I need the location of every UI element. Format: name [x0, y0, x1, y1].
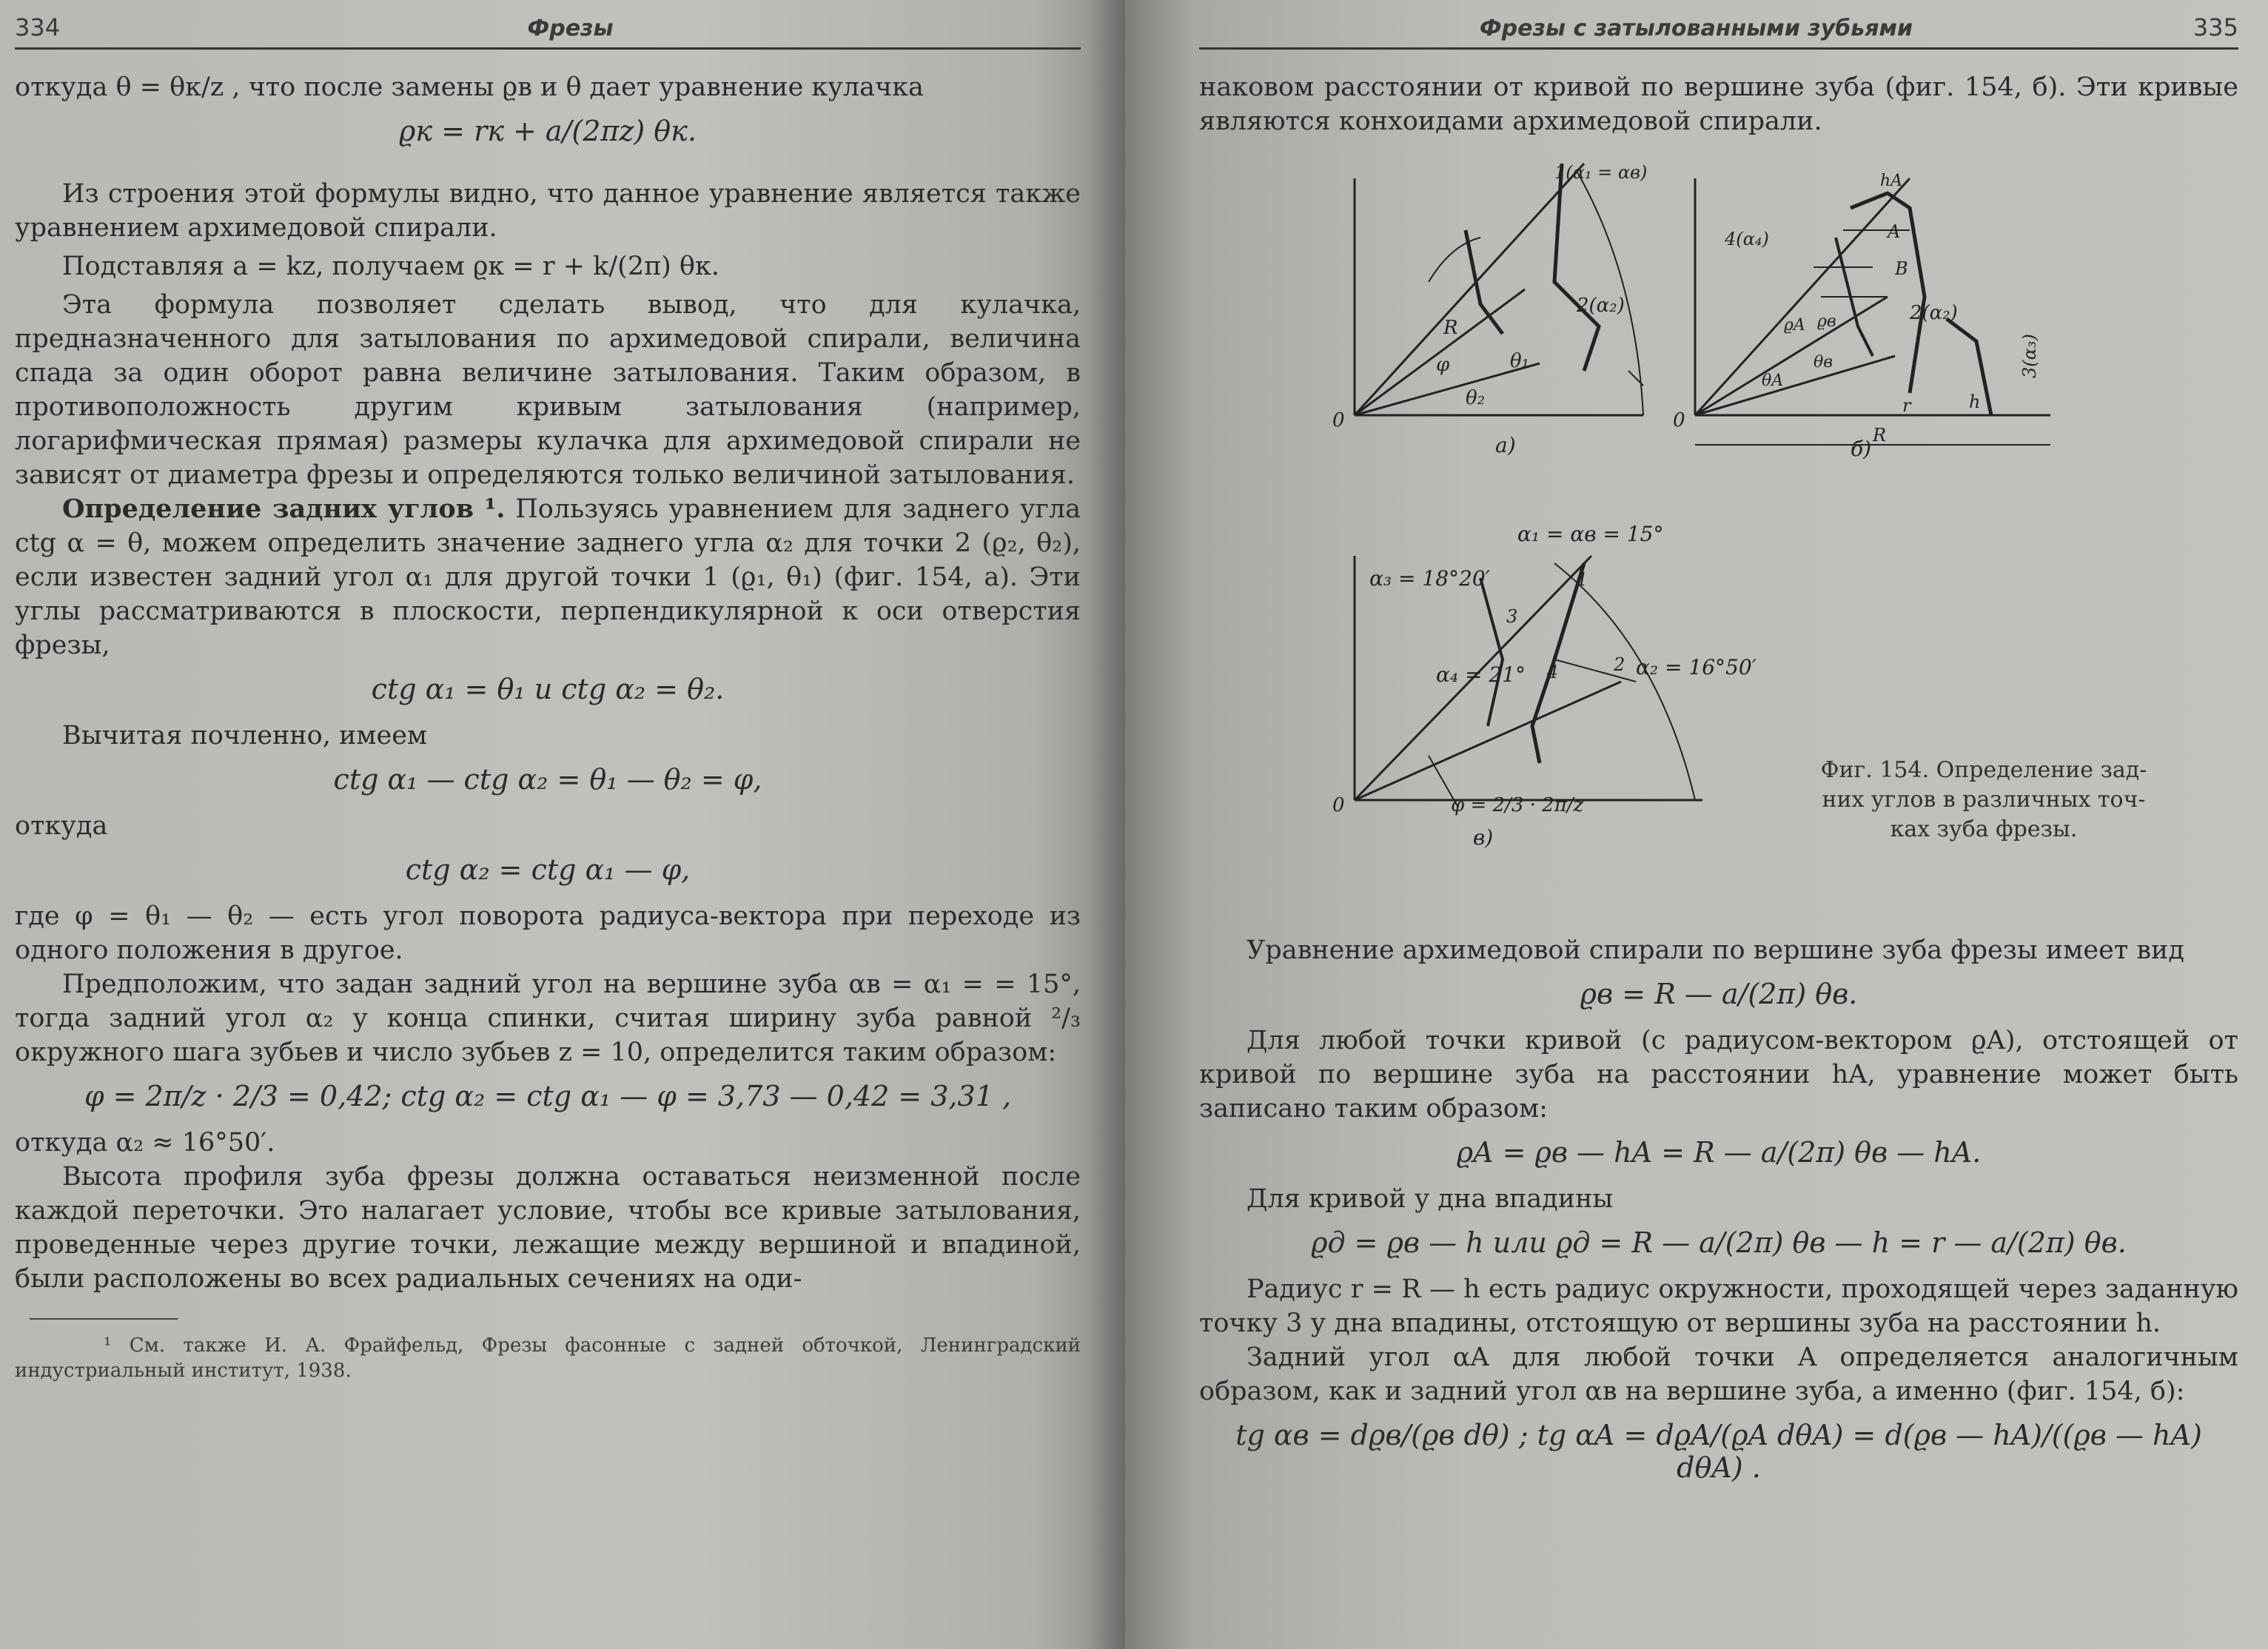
fig-c-origin: 0 [1332, 794, 1345, 816]
footnote-rule [30, 1318, 178, 1320]
fig-a-point1: 1(α₁ = αв) [1554, 162, 1648, 183]
figure-154c [1310, 511, 1784, 855]
left-para-9: Предположим, что задан задний угол на вершине зуба αв = α₁ = = 15°, тогда задний угол α₂ у конца спинки, считая ширину зуба равной ²/₃ окружного шага зубьев и число зубьев z = 10, определится таким образом: [15, 970, 1081, 1067]
right-formula-3: ϱд = ϱв — h или ϱд = R — a/(2π) θв — h = r — a/(2π) θв. [1311, 1226, 2127, 1259]
fig-c-sublabel: в) [1473, 825, 1494, 850]
fig-b-ha: hA [1880, 172, 1903, 190]
caption-line-3: ках зуба фрезы. [1890, 816, 2078, 842]
fig-b-sublabel: б) [1851, 437, 1872, 460]
fig-c-a3: α₃ = 18°20′ [1369, 566, 1491, 591]
fig-c-a2: α₂ = 16°50′ [1636, 655, 1757, 679]
right-running-head [1199, 13, 2238, 50]
fig-c-top: α₁ = αв = 15° [1517, 522, 1664, 546]
right-para-3: Для любой точки кривой (с радиусом-вектором ϱA), отстоящей от кривой по вершине зуба на расстоянии hA, уравнение может быть записано таким образом: [1199, 1026, 2238, 1124]
fig-b-origin: 0 [1673, 409, 1685, 431]
right-para-6: Задний угол αA для любой точки A определяется аналогичным образом, как и задний угол αв на вершине зуба, а именно (фиг. 154, б): [1199, 1343, 2238, 1406]
fig-c-n3: 3 [1506, 606, 1518, 627]
left-para-11: Высота профиля зуба фрезы должна оставаться неизменной после каждой переточки. Это налагает условие, чтобы все кривые затылования, проведенные через другие точки, лежащие между вершиной и впадиной, были расположены во всех радиальных сечениях на оди- [15, 1162, 1081, 1294]
left-formula-1: ϱк = rк + a/(2πz) θк. [399, 115, 697, 147]
right-formula-2: ϱA = ϱв — hA = R — a/(2π) θв — hA. [1456, 1136, 1982, 1169]
left-page-number: 334 [15, 13, 61, 41]
fig-a-phi: φ [1436, 354, 1450, 376]
fig-b-point3: 3(α₃) [2019, 334, 2040, 378]
right-formula-1: ϱв = R — a/(2π) θв. [1580, 978, 1858, 1010]
figure-caption [1799, 756, 2169, 844]
right-page-number: 335 [2192, 13, 2238, 41]
fig-b-rho-a: ϱA [1784, 316, 1805, 335]
fig-a-point2: 2(α₂) [1577, 295, 1625, 317]
left-para-5 [15, 492, 1081, 662]
right-para-2: Уравнение архимедовой спирали по вершине зуба фрезы имеет вид [1247, 936, 2184, 965]
fig-b-a: A [1888, 221, 1901, 242]
fig-a-r: R [1443, 317, 1458, 339]
fig-a-sublabel: а) [1495, 433, 1516, 457]
right-para-1: наковом расстоянии от кривой по вершине зуба (фиг. 154, б). Эти кривые являются конхоидами архимедовой спирали. [1199, 73, 2238, 136]
fig-b-theta-a: θA [1762, 372, 1784, 390]
fig-b-point4: 4(α₄) [1725, 229, 1769, 249]
fig-b-h: h [1969, 392, 1981, 412]
fig-c-phi: φ = 2/3 · 2π/z [1451, 794, 1584, 816]
fig-c-n2: 2 [1614, 654, 1625, 675]
left-para-6: Вычитая почленно, имеем [62, 721, 428, 750]
fig-a-theta2: θ₂ [1466, 387, 1486, 409]
left-para-8: где φ = θ₁ — θ₂ — есть угол поворота радиуса-вектора при переходе из одного положения в другое. [15, 901, 1081, 965]
fig-a-origin: 0 [1332, 409, 1345, 431]
fig-b-rr: R [1873, 425, 1887, 446]
right-para-5: Радиус r = R — h есть радиус окружности, проходящей через заданную точку 3 у дна впадины, отстоящую от вершины зуба на расстоянии h. [1199, 1274, 2238, 1338]
left-para-7: откуда [15, 811, 108, 841]
left-running-title: Фрезы [527, 16, 614, 41]
left-formula-3: ctg α₁ — ctg α₂ = θ₁ — θ₂ = φ, [333, 763, 762, 796]
figure-154b-drawing [1665, 149, 2198, 460]
figure-154b [1665, 149, 2198, 463]
fig-c-n4: 4 [1547, 662, 1559, 682]
figure-154 [1199, 149, 2238, 933]
left-para-10: откуда α₂ ≈ 16°50′. [15, 1128, 275, 1158]
fig-b-point2: 2(α₂) [1910, 302, 1958, 324]
left-para-1: откуда θ = θк/z , что после замены ϱв и θ дает уравнение кулачка [15, 73, 924, 102]
right-para-4: Для кривой у дна впадины [1247, 1184, 1614, 1214]
right-formula-4: tg αв = dϱв/(ϱв dθ) ; tg αA = dϱA/(ϱA dθA) = d(ϱв — hA)/((ϱв — hA) dθA) . [1235, 1419, 2202, 1484]
fig-b-r: r [1902, 395, 1911, 416]
right-page [1125, 0, 2268, 1649]
fig-a-theta1: θ₁ [1510, 350, 1530, 372]
fig-b-theta-b: θв [1814, 353, 1833, 372]
left-para-2: Из строения этой формулы видно, что данное уравнение является также уравнением архимедовой спирали. [15, 179, 1081, 243]
left-para-5-body: Пользуясь уравнением для заднего угла ctg α = θ, можем определить значение заднего угла α₂ для точки 2 (ϱ₂, θ₂), если известен задний угол α₁ для другой точки 1 (ϱ₁, θ₁) (фиг. 154, а). Эти углы рассматриваются в плоскости, перпендикулярной к оси отверстия фрезы, [15, 494, 1081, 660]
left-formula-2: ctg α₁ = θ₁ и ctg α₂ = θ₂. [371, 673, 725, 705]
figure-154a [1332, 149, 1651, 463]
caption-line-2: них углов в различных точ- [1822, 787, 2146, 813]
caption-line-1: Фиг. 154. Определение зад- [1820, 757, 2147, 783]
left-page [0, 0, 1125, 1649]
footnote: ¹ См. также И. А. Фрайфельд, Фрезы фасонные с задней обточкой, Ленинградский индустриальный институт, 1938. [15, 1334, 1081, 1382]
fig-b-rho-b: ϱв [1817, 312, 1836, 331]
figure-154a-drawing [1332, 149, 1651, 460]
left-formula-5: φ = 2π/z · 2/3 = 0,42; ctg α₂ = ctg α₁ — φ = 3,73 — 0,42 = 3,31 , [84, 1080, 1012, 1112]
fig-c-a4: α₄ = 21° [1436, 662, 1526, 687]
left-para-4: Эта формула позволяет сделать вывод, что для кулачка, предназначенного для затылования по архимедовой спирали, величина спада за один оборот равна величине затылования. Таким образом, в противоположность другим кривым затылования (например, логарифмическая прямая) размеры кулачка для архимедовой спирали не зависят от диаметра фрезы и определяются только величиной затылования. [15, 290, 1081, 490]
right-running-title: Фрезы с затылованными зубьями [1479, 16, 1913, 41]
left-para-3: Подставляя a = kz, получаем ϱк = r + k/(2π) θк. [62, 252, 719, 281]
fig-c-n1: 1 [1577, 569, 1588, 590]
left-para-5-heading: Определение задних углов ¹. [62, 494, 506, 524]
fig-b-b: B [1895, 258, 1908, 279]
figure-154c-drawing [1310, 511, 1784, 852]
left-formula-4: ctg α₂ = ctg α₁ — φ, [405, 853, 691, 886]
left-running-head [15, 13, 1081, 50]
